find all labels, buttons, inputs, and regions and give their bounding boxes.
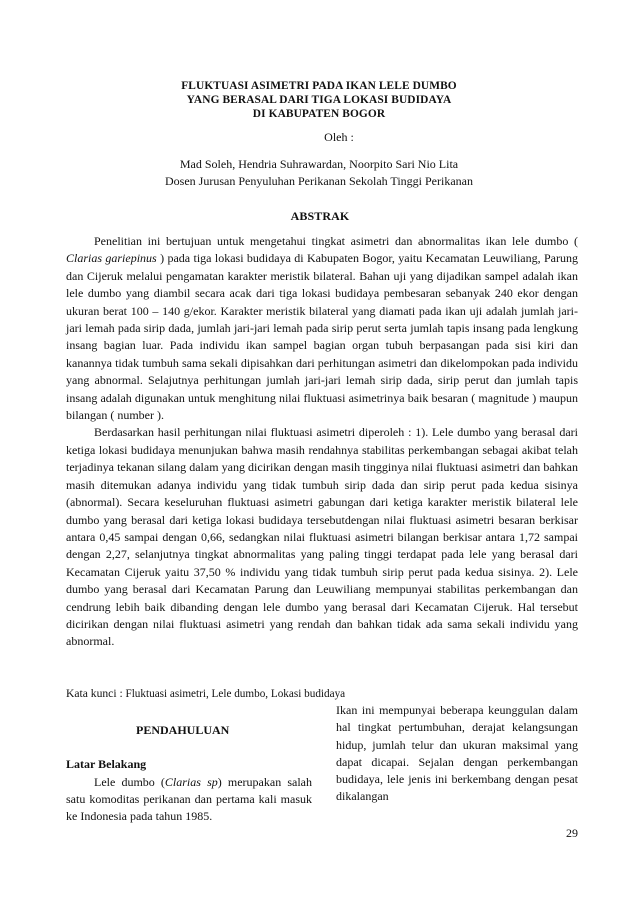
spacer (66, 739, 312, 756)
page-number: 29 (566, 826, 578, 840)
abstract-species-name: Clarias gariepinus (66, 251, 157, 266)
section-heading-pendahuluan: PENDAHULUAN (136, 723, 230, 737)
left-column (66, 722, 312, 825)
keywords-label: Kata kunci : (66, 687, 123, 700)
keywords-line (66, 687, 586, 701)
author-block (0, 156, 638, 190)
authors: Mad Soleh, Hendria Suhrawardan, Noorpito Sari Nio Lita (179, 157, 459, 171)
right-paragraph: Ikan ini mempunyai beberapa keunggulan dalam hal tingkat pertumbuhan, derajat kelangsungan hidup, jumlah telur dan ukuran maksimal yang dapat dicapai. Sejalan dengan perkembangan budidaya, lele jenis ini berkembang dengan pesat dikalangan (336, 703, 578, 804)
paper-title (0, 79, 638, 121)
title-line-2: YANG BERASAL DARI TIGA LOKASI BUDIDAYA (186, 94, 452, 106)
left-para-rest: ) merupakan salah satu komoditas perikanan dan pertama kali masuk ke Indonesia pada tahun 1985. (66, 774, 312, 824)
abstract-p1-rest: ) pada tiga lokasi budidaya di Kabupaten Bogor, yaitu Kecamatan Leuwiliang, Parung dan Cijeruk melalui pengamatan karakter meristik bilateral. Bahan uji yang dijadikan sampel adalah ikan lele dumbo yang diambil secara acak dari tiga lokasi budidaya pembesaran sebanyak 240 ekor dengan ukuran berat 100 – 140 g/ekor. Karakter meristik bilateral yang diamati pada ikan uji adalah jumlah jari-jari lemah pada sirip dada, jumlah jari-jari lemah pada sirip perut serta jumlah tapis insang pada lengkung insang bagian luar. Pada individu ikan sampel bagian organ tubuh berpasangan pada sisi kiri dan kanannya tidak tumbuh sama sekali dipisahkan dari perhitungan asimetri dan dikelompokan pada individu yang abnormal. Selajutnya perhitungan jumlah jari-jari lemah sirip dada, sirip perut dan jumlah tapis insang adalah digunakan untuk menghitung nilai fluktuasi asimetrinya baik besaran ( magnitude ) maupun bilangan ( number ). (66, 251, 578, 423)
title-line-3: DI KABUPATEN BOGOR (252, 108, 386, 120)
by-label: Oleh : (324, 130, 354, 144)
left-para-start: Lele dumbo ( (94, 774, 165, 789)
left-para-species: Clarias sp (164, 774, 218, 789)
abstract-paragraph-2: Berdasarkan hasil perhitungan nilai fluktuasi asimetri diperoleh : 1). Lele dumbo yang berasal dari ketiga lokasi budidaya menunjukan bahwa masih rendahnya stabilitas perkembangan sebagai akibat telah terjadinya tekanan silang dalam yang dicirikan dengan masih tingginya nilai fluktuasi asimetri dan bahkan masih ditemukan adanya individu yang tidak tumbuh sirip dada dan sirip perut pada kedua sisinya (abnormal). Secara keseluruhan fluktuasi asimetri gabungan dari ketiga karakter meristik bilateral lele dumbo yang berasal dari ketiga lokasi budidaya tersebutdengan nilai fluktuasi asimetri besaran berkisar antara 0,45 sampai dengan 0,66, sedangkan nilai fluktuasi asimetri bilangan berkisar antara 1,72 sampai dengan 2,27, selanjutnya tingkat abnormalitas yang paling tinggi terdapat pada lele yang berasal dari Kecamatan Cijeruk yaitu 37,50 % individu yang tidak tumbuh sirip perut pada kedua sisinya. 2). Lele dumbo yang berasal dari Kecamatan Parung dan Leuwiliang mempunyai stabilitas perkembangan dan cendrung lebih baik dibanding dengan lele dumbo yang berasal dari Kecamatan Cijeruk. Hal tersebut dicirikan dengan nilai fluktuasi asimetri yang rendah dan bahkan tidak ada sama sekali individu yang abnormal. (66, 425, 578, 649)
title-line-1: FLUKTUASI ASIMETRI PADA IKAN LELE DUMBO (181, 80, 457, 92)
abstract-paragraph-1 (66, 233, 578, 424)
left-paragraph (66, 774, 312, 826)
abstract-heading: ABSTRAK (290, 209, 350, 223)
abstract-heading-block (0, 209, 638, 223)
byline-label-block (0, 129, 638, 146)
abstract-body (66, 233, 578, 651)
abstract-p1-start: Penelitian ini bertujuan untuk mengetahui tingkat asimetri dan abnormalitas ikan lele dumbo ( (94, 234, 578, 248)
subheading-latar-belakang: Latar Belakang (66, 757, 147, 772)
right-column (336, 702, 578, 806)
affiliation: Dosen Jurusan Penyuluhan Perikanan Sekolah Tinggi Perikanan (165, 174, 473, 188)
keywords-text: Fluktuasi asimetri, Lele dumbo, Lokasi budidaya (125, 688, 346, 700)
